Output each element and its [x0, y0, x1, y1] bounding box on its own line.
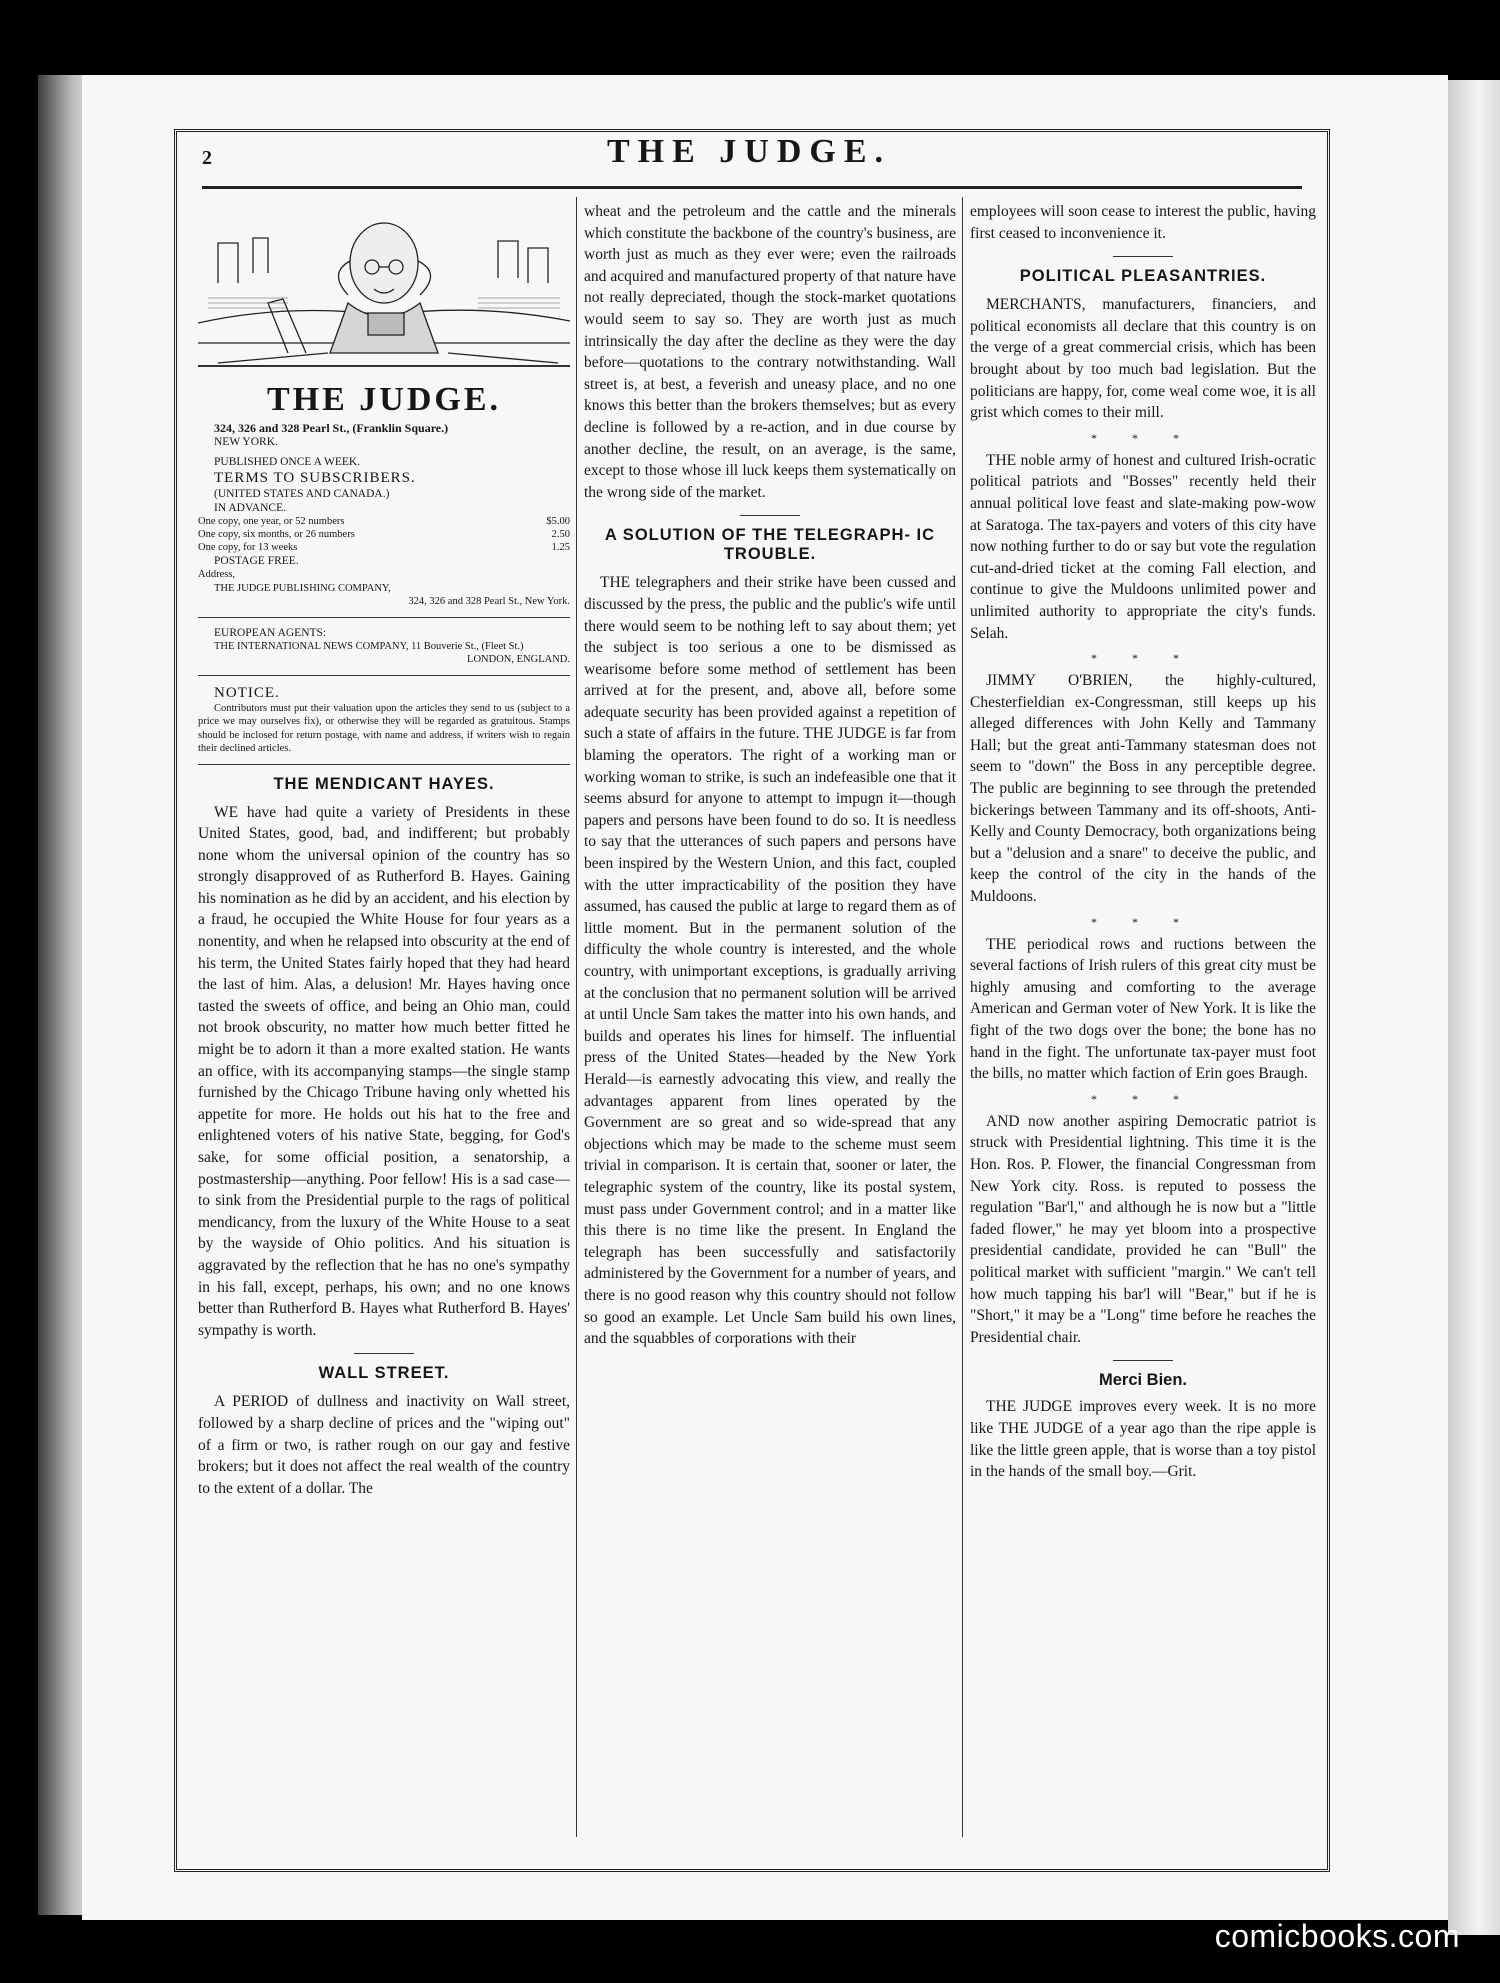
column-rule-2 [962, 197, 963, 1837]
company-address: 324, 326 and 328 Pearl St., New York. [408, 596, 570, 607]
next-page-edge [1448, 80, 1500, 1935]
rate-row: One copy, six months, or 26 numbers 2.50 [198, 529, 570, 540]
publisher-city: NEW YORK. [214, 436, 278, 448]
article-body-wall-street-part1: A PERIOD of dullness and inactivity on Wall street, followed by a sharp decline of prices and the "wiping out" of a firm or two, is rather rough on our gay and festive brokers; but it does not affect the real wealth of the country to the extent of a dollar. The [198, 1393, 570, 1497]
notice-title: NOTICE. [214, 684, 280, 701]
mendicant-rule [198, 764, 570, 765]
article-body-mendicant: WE have had quite a variety of Presidents in these United States, good, bad, and indifferent; but probably none whom the universal opinion of the country has so strongly disapproved of as Rutherford B. Hayes. Gaining his nomination as he did by an accident, and his election by a fraud, he occupied the White House for four years as a nonentity, and when he relapsed into obscurity at the end of his term, the United States fairly hoped that they had heard the last of him. Alas, a delusion! Mr. Hayes having once tasted the sweets of office, and being an Ohio man, could not brook obscurity, no matter how much better fitted he might be to adorn it than a more exalted station. He wants an office, with its accompanying stamps—the single stamp furnished by the Chicago Tribune having only whetted his appetite for more. He holds out his hat to the free and enlightened voters of his native State, begging, for God's sake, for some official position, a senatorship, a postmastership—anything. Poor fellow! His is a sad case—to sink from the Presidential purple to the rags of political mendicancy, from the luxury of the White House to a seat by the wayside of Ohio politics. And his situation is aggravated by the reflection that he has no one's sympathy in his fall, except, perhaps, his own; and no one knows better than Rutherford B. Hayes what Rutherford B. Hayes' sympathy is worth. [198, 803, 570, 1339]
article-body-merci: THE JUDGE improves every week. It is no more like THE JUDGE of a year ago than the ripe apple is like the little green apple, that is worse than a toy pistol in the hands of the small boy.—Grit. [970, 1398, 1316, 1481]
article-body-telegraph-part1: THE telegraphers and their strike have been cussed and discussed by the press, the public and the public's wife until there would seem to be nothing left to say about them; yet the subject is too serious a one to be dismissed as wearisome before some method of settlement has been arrived at for the present, and, above all, before some adequate security has been provided against a repetition of such a state of affairs in the future. THE JUDGE is far from blaming the operators. The right of a working man or working woman to strike, is such an indefeasible one that it seems absurd for anyone to attempt to impugn it—though papers and persons have been found to do so. It is needless to say that the utterances of such papers and persons have been inspired by the Western Union, and this fact, coupled with the utter impracticability of the position they have assumed, has caused the public at large to regard them as of little moment. But in the permanent solution of the difficulty the whole country is interested, and the whole country, with unimportant exceptions, is gradually arriving at the conclusion that no permanent solution will be arrived at until Uncle Sam takes the matter into his own hands, and builds and operates his lines for himself. The influential press of the United States—headed by the New York Herald—is earnestly advocating this view, and really the advantages apparent from lines operated by the Government are so great and so wide-spread that any objections which may be made to the scheme must seem trivial in comparison. It is certain that, sooner or later, the telegraphic system of the country, like its postal system, must pass under Government control; and in a matter like this there is no time like the present. In England the telegraph has been successfully and satisfactorily administered by the Government for a number of years, and there is no good reason why this country should not follow so good an example. Let Uncle Sam build his own lines, and the squabbles of corporations with their [584, 574, 956, 1348]
terms-title: TERMS TO SUBSCRIBERS. [214, 470, 416, 486]
european-agents-city: LONDON, ENGLAND. [467, 654, 570, 665]
address-label: Address, [198, 569, 236, 580]
newspaper-page [82, 75, 1448, 1920]
stars-divider: * * * [1091, 651, 1195, 666]
article-title-telegraph: A SOLUTION OF THE TELEGRAPH- IC TROUBLE. [604, 526, 936, 564]
book-binding-edge [38, 75, 88, 1915]
stars-divider: * * * [1091, 1091, 1195, 1106]
article-title-mendicant: THE MENDICANT HAYES. [273, 774, 495, 793]
published-frequency: PUBLISHED ONCE A WEEK. [214, 456, 361, 468]
subscription-rule [198, 617, 570, 618]
masthead-title: THE JUDGE. [606, 133, 892, 170]
political-paragraph-2: THE noble army of honest and cultured Irish-ocratic political patriots and "Bosses" recently held their annual political love feast and slate-making pow-wow at Saratoga. The tax-payers and voters of this city have now nothing further to do or say but vote the regulation cut-and-dried ticket at the coming Fall election, and continue to give the Muldoons unlimited power and unlimited authority to appropriate the city's funds. Selah. [970, 451, 1316, 642]
column-3 [970, 201, 1316, 1483]
political-paragraph-1: MERCHANTS, manufacturers, financiers, and political economists all declare that this country is on the verge of a great commercial crisis, which has been brought about by too much bad legislation. But the politicians are happy, for, come weal come woe, it is all grist which comes to their mill. [970, 296, 1316, 422]
article-body-wall-street-part2: wheat and the petroleum and the cattle and the minerals which constitute the backbone of the country's business, are worth just as much as they ever were; even the railroads and acquired and manufactured property of that nature have not really depreciated, though the stock-market quotations would seem to say so. They are worth just as much intrinsically the day after the decline as they were the day before—quotations to the contrary notwithstanding. Wall street is, at best, a feverish and uneasy place, and no one knows this better than the brokers themselves; but as every decline is followed by a re-action, and in due course by another decline, the result, on an average, is the same, except to those whose ill luck keeps them systematically on the wrong side of the market. [584, 203, 956, 501]
european-agents-title: EUROPEAN AGENTS: [214, 626, 327, 639]
notice-rule [198, 675, 570, 676]
subscription-title: THE JUDGE. [266, 381, 502, 418]
political-paragraph-3: JIMMY O'BRIEN, the highly-cultured, Chesterfieldian ex-Congressman, still keeps up his alleged differences with John Kelly and Tammany Hall; but the great anti-Tammany statesman does not seem to "down" the Boss in any perceptible degree. The public are beginning to see through the pretended bickerings between Tammany and its off-shoots, Anti-Kelly and County Democracy, both organizations being but a "delusion and a snare" to deceive the public, and keep the control of the city in the hands of the Muldoons. [970, 672, 1316, 906]
stars-divider: * * * [1091, 914, 1195, 929]
article-body-telegraph-part2: employees will soon cease to interest the public, having first ceased to inconvenience it. [970, 203, 1316, 242]
political-paragraph-4: THE periodical rows and ructions between the several factions of Irish rulers of this great city must be highly amusing and comforting to the average American and German voter of New York. It is like the fight of the two dogs over the bone; the bone has no hand in the fight. The unfortunate tax-payer must foot the bills, no matter which faction of Erin goes Braugh. [970, 935, 1316, 1083]
masthead-rule [202, 186, 1302, 189]
column-1 [198, 201, 570, 1499]
european-agents-line: THE INTERNATIONAL NEWS COMPANY, 11 Bouverie St., (Fleet St.) [214, 640, 524, 652]
stars-divider: * * * [1091, 430, 1195, 445]
article-separator [1113, 256, 1173, 257]
article-separator [354, 1353, 414, 1354]
company-name: THE JUDGE PUBLISHING COMPANY, [214, 582, 391, 594]
rate-row: One copy, for 13 weeks 1.25 [198, 542, 570, 553]
notice-text: Contributors must put their valuation upon the articles they send to us (subject to a price we may ourselves fix), or otherwise they will be regarded as gratuitous. Stamps should be inclosed for return postage, with name and address, if writers wish to regain their declined articles. [198, 702, 570, 754]
terms-region: (UNITED STATES AND CANADA.) [214, 488, 390, 500]
article-title-merci: Merci Bien. [1098, 1371, 1188, 1390]
postage-free: POSTAGE FREE. [214, 555, 299, 567]
page-number: 2 [202, 147, 212, 169]
column-rule-1 [576, 197, 577, 1837]
terms-in-advance: IN ADVANCE. [214, 502, 286, 514]
judge-cartoon-illustration [198, 203, 570, 367]
political-paragraph-5: AND now another aspiring Democratic patriot is struck with Presidential lightning. This time it is the Hon. Ros. P. Flower, the financial Congressman from New York city. Ross. is reputed to possess the regulation "Bar'l," and although he is now but a "little faded flower," he may yet bloom into a prospective presidential candidate, provided he can "Bull" the political market with sufficient "margin." We can't tell how much tapping his bar'l will "Bear," but if he is "Short," it may be a "Long" time before he reaches the Presidential chair. [970, 1112, 1316, 1346]
publisher-address: 324, 326 and 328 Pearl St., (Franklin Square.) [214, 421, 449, 435]
watermark: comicbooks.com [1214, 1918, 1460, 1954]
article-title-wall-street: WALL STREET. [318, 1364, 450, 1383]
column-2 [584, 201, 956, 1350]
article-separator [1113, 1360, 1173, 1361]
article-title-political: POLITICAL PLEASANTRIES. [1019, 267, 1267, 286]
article-separator [740, 515, 800, 516]
rate-row: One copy, one year, or 52 numbers $5.00 [198, 516, 570, 527]
